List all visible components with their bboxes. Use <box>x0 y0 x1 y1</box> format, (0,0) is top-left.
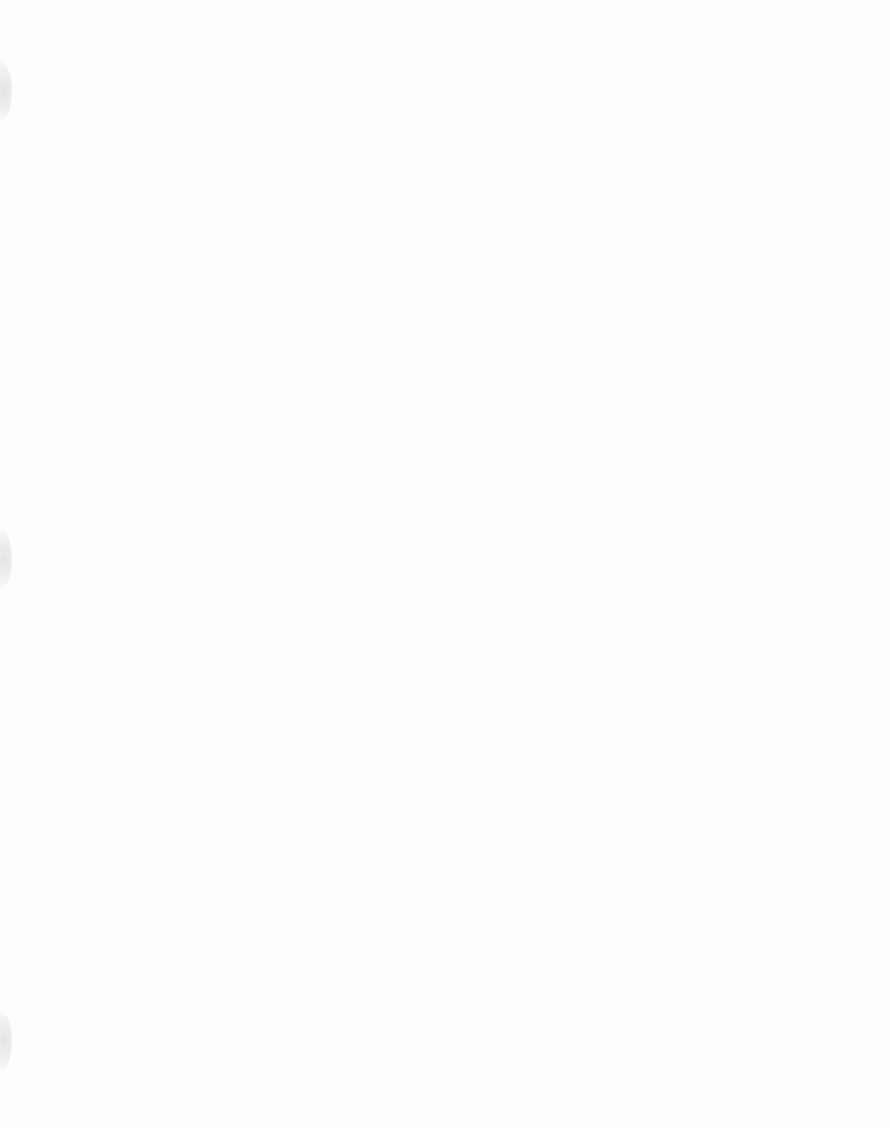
binder-hole-shadow <box>0 60 12 122</box>
binder-hole-shadow <box>0 1010 12 1072</box>
binder-hole-shadow <box>0 528 12 590</box>
page-footer <box>68 1088 788 1106</box>
